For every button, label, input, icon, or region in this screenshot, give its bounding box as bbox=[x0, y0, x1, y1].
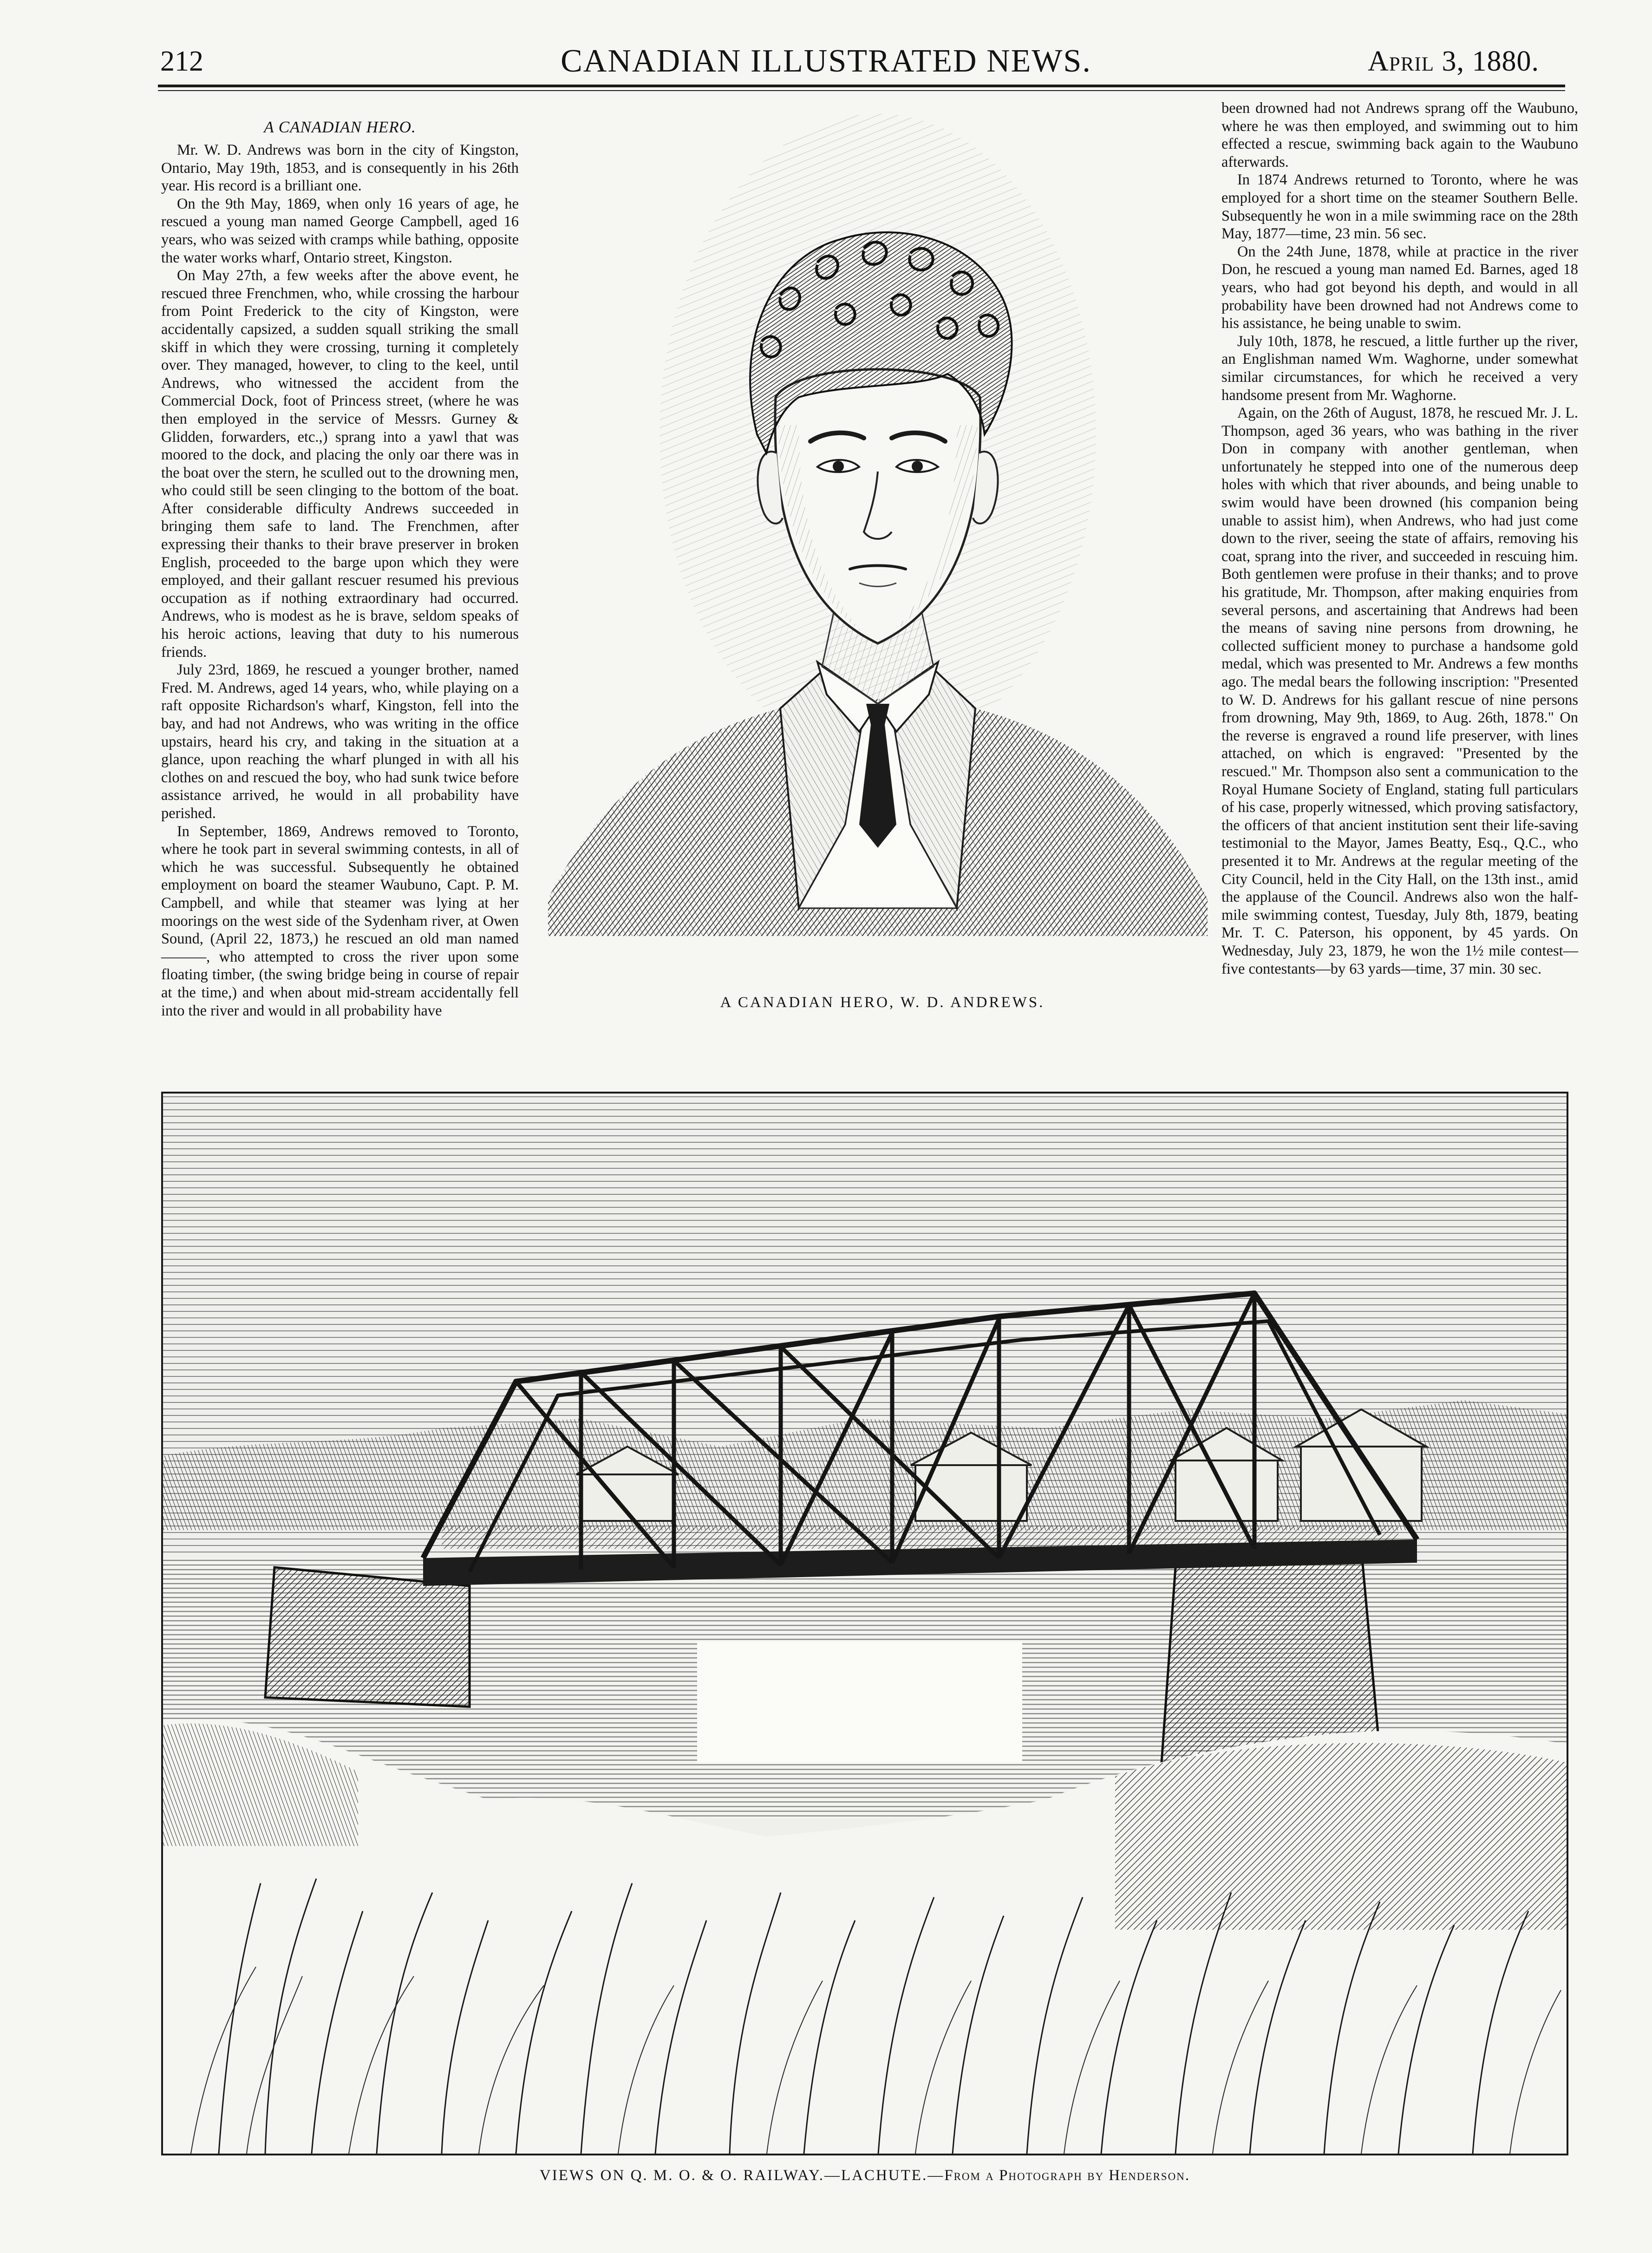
masthead: CANADIAN ILLUSTRATED NEWS. bbox=[561, 43, 1091, 79]
article-paragraph: Again, on the 26th of August, 1878, he rescued Mr. J. L. Thompson, aged 36 years, who was bathing in the river Don in company with another gentleman, when unfortunately he stepped into one of the numerous deep holes with which that river abounds, and being unable to swim would have been drowned (his companion being unable to assist him), when Andrews, who had just come down to the river, seeing the state of affairs, removing his coat, sprang into the river, and succeeded in rescuing him. Both gentlemen were profuse in their thanks; and to prove his gratitude, Mr. Thompson, after making enquiries from several persons, and ascertaining that Andrews had been the means of saving nine persons from drowning, he collected sufficient money to purchase a handsome gold medal, which was presented to Mr. Andrews a few months ago. The medal bears the following inscription: "Presented to W. D. Andrews for his gallant rescue of nine persons from drowning, May 9th, 1869, to Aug. 26th, 1878." On the reverse is engraved a round life preserver, with lines attached, on which is engraved: "Presented by the rescued." Mr. Thompson also sent a communication to the Royal Humane Society of England, stating full particulars of his case, properly witnessed, which proving satisfactory, the officers of that ancient institution sent their life-saving testimonial to the Mayor, James Beatty, Esq., Q.C., who presented it to Mr. Andrews at the regular meeting of the City Council, held in the City Hall, on the 13th inst., amid the applause of the Council. Andrews also won the half-mile swimming contest, Tuesday, July 8th, 1879, beating Mr. T. C. Paterson, his opponent, by 45 yards. On Wednesday, July 23, 1879, he won the 1½ mile contest—five contestants—by 63 yards—time, 37 min. 30 sec. bbox=[1221, 405, 1578, 977]
header-rule-thin bbox=[158, 90, 1565, 91]
portrait-caption: A CANADIAN HERO, W. D. ANDREWS. bbox=[720, 994, 1045, 1011]
article-paragraph: July 10th, 1878, he rescued, a little further up the river, an Englishman named Wm. Waghorne, under somewhat similar circumstances, for which he received a very handsome present from Mr. Waghorne. bbox=[1221, 333, 1578, 404]
article-paragraph: In September, 1869, Andrews removed to Toronto, where he took part in several swimming contests, in all of which he was successful. Subsequently he obtained employment on board the steamer Waubuno, Capt. P. M. Campbell, and while that steamer was lying at her moorings on the west side of the Sydenham river, at Owen Sound, (April 22, 1873,) he rescued an old man named ———, who attempted to cross the river upon some floating timber, (the swing bridge being in course of repair at the time,) and when about mid-stream accidentally fell into the river and would in all probability have bbox=[161, 823, 519, 1019]
bridge-scene bbox=[163, 1094, 1567, 2154]
article-paragraph: In 1874 Andrews returned to Toronto, where he was employed for a short time on the steamer Southern Belle. Subsequently he won in a mile swimming race on the 28th May, 1877—time, 23 min. 56 sec. bbox=[1221, 171, 1578, 242]
bridge-engraving bbox=[161, 1092, 1568, 2155]
portrait-engraving bbox=[539, 100, 1217, 987]
article-left-column bbox=[161, 114, 519, 1020]
engraving-caption-title: VIEWS ON Q. M. O. & O. RAILWAY.—LACHUTE.— bbox=[539, 2167, 945, 2184]
article-paragraph: Mr. W. D. Andrews was born in the city of Kingston, Ontario, May 19th, 1853, and is consequently in his 26th year. His record is a brilliant one. bbox=[161, 142, 519, 195]
engraving-caption bbox=[161, 2167, 1568, 2184]
page-number: 212 bbox=[160, 46, 203, 77]
article-paragraph: On the 9th May, 1869, when only 16 years of age, he rescued a young man named George Campbell, aged 16 years, who was seized with cramps while bathing, opposite the water works wharf, Ontario street, Kingston. bbox=[161, 195, 519, 266]
engraving-caption-credit: From a Photograph by Henderson. bbox=[944, 2167, 1190, 2184]
article-title: A CANADIAN HERO. bbox=[264, 118, 416, 136]
article-paragraph: July 23rd, 1869, he rescued a younger brother, named Fred. M. Andrews, aged 14 years, who, while playing on a raft opposite Richardson's wharf, Kingston, fell into the bay, and had not Andrews, who was writing in the office upstairs, heard his cry, and taking in the situation at a glance, upon reaching the wharf plunged in with all his clothes on and rescued the boy, who had sunk twice before assistance arrived, he would in all probability have perished. bbox=[161, 661, 519, 822]
article-paragraph: On May 27th, a few weeks after the above event, he rescued three Frenchmen, who, while crossing the harbour from Point Frederick to the city of Kingston, were accidentally capsized, a sudden squall striking the small skiff in which they were crossing, turning it completely over. They managed, however, to cling to the keel, until Andrews, who witnessed the accident from the Commercial Dock, foot of Princess street, (where he was then employed in the service of Messrs. Gurney & Glidden, forwarders, etc.,) sprang into a yawl that was moored to the dock, and placing the only oar there was in the boat over the stern, he sculled out to the drowning men, who could still be seen clinging to the bottom of the boat. After considerable difficulty Andrews succeeded in bringing them safe to land. The Frenchmen, after expressing their thanks to their brave preserver in broken English, proceeded to the barge upon which they were employed, and their gallant rescuer resumed his previous occupation as if nothing extraordinary had occurred. Andrews, who is modest as he is brave, seldom speaks of his heroic actions, leaving that duty to his numerous friends. bbox=[161, 267, 519, 661]
header-rule-thick bbox=[158, 85, 1565, 87]
issue-date: April 3, 1880. bbox=[1368, 46, 1539, 77]
article-paragraph: been drowned had not Andrews sprang off the Waubuno, where he was then employed, and swimming out to him effected a rescue, swimming back again to the Waubuno afterwards. bbox=[1221, 100, 1578, 170]
article-right-column bbox=[1221, 99, 1578, 978]
article-paragraph: On the 24th June, 1878, while at practice in the river Don, he rescued a young man named Ed. Barnes, aged 18 years, who had got beyond his depth, and would in all probability have been drowned had not Andrews come to his assistance, he being unable to swim. bbox=[1221, 243, 1578, 332]
